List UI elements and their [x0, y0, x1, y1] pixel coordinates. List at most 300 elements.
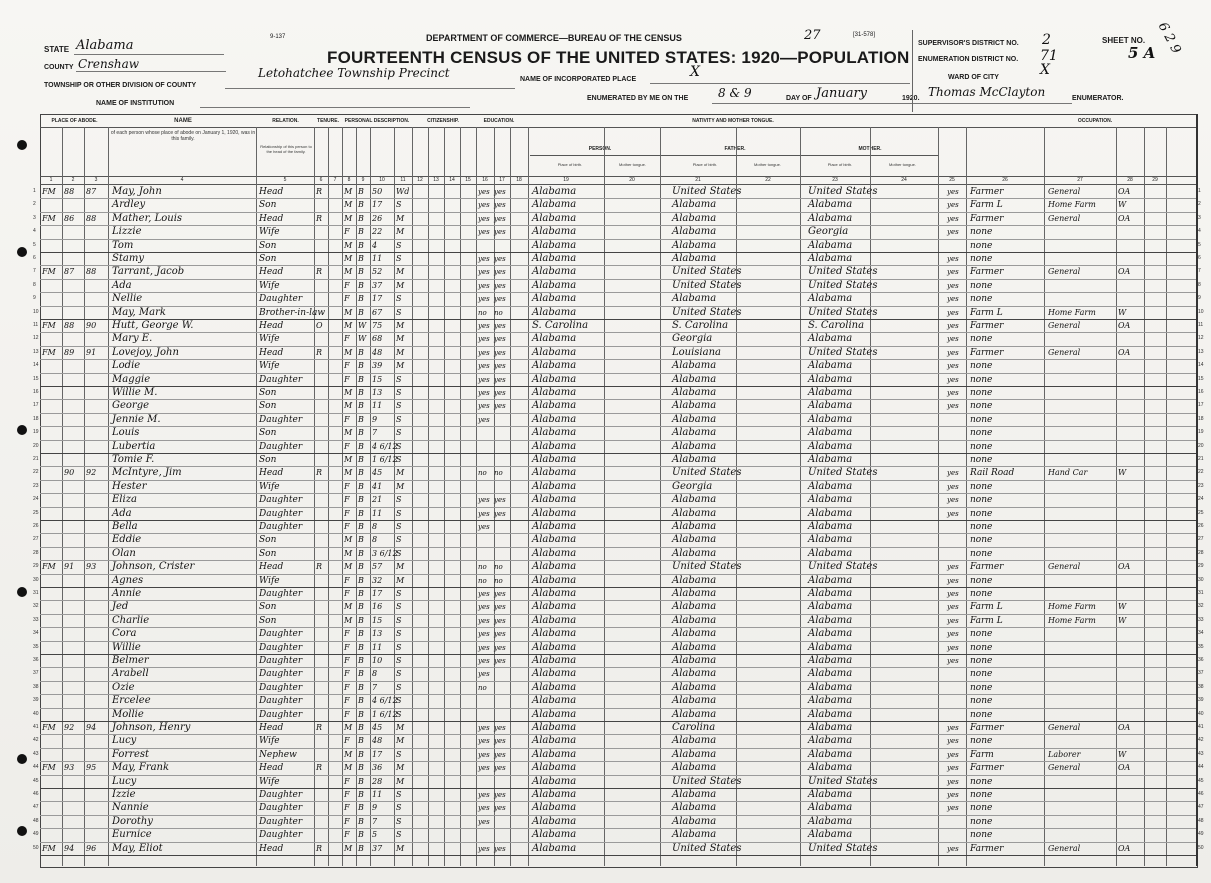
- cell-ms: M: [396, 481, 405, 491]
- cell-name: Tarrant, Jacob: [112, 266, 185, 278]
- cell-mother-birth: Alabama: [808, 681, 853, 693]
- cell-mother-birth: United States: [808, 186, 878, 197]
- line-number-right: 25: [1198, 509, 1204, 516]
- cell-write: yes: [494, 362, 506, 371]
- cell-f: 90: [86, 321, 97, 330]
- table-row: [0, 266, 1201, 278]
- cell-name: Jed: [112, 601, 129, 613]
- cell-eng: yes: [947, 764, 959, 773]
- cell-birth: Alabama: [532, 588, 577, 599]
- cell-birth: Alabama: [532, 293, 577, 305]
- cell-race: B: [358, 575, 364, 585]
- line-number: 31: [33, 590, 39, 596]
- cell-read: yes: [478, 201, 490, 210]
- column-number: 20: [629, 177, 635, 183]
- line-number-right: 38: [1198, 683, 1204, 690]
- cell-race: B: [358, 696, 364, 706]
- cell-rel: Nephew: [259, 749, 297, 760]
- cell-own: R: [316, 267, 323, 277]
- punch-hole: [17, 247, 27, 257]
- cell-eng: yes: [947, 375, 959, 384]
- group-mother: MOTHER.: [858, 146, 882, 152]
- cell-ms: S: [396, 656, 402, 665]
- cell-write: yes: [494, 322, 506, 330]
- cell-sex: F: [344, 709, 350, 719]
- line-number: 46: [33, 791, 39, 797]
- cell-ms: M: [396, 227, 405, 237]
- cell-race: B: [358, 803, 364, 813]
- cell-rel: Daughter: [259, 508, 303, 519]
- line-number: 12: [33, 335, 39, 342]
- cell-d: [64, 789, 84, 801]
- cell-mother-birth: Alabama: [808, 762, 853, 774]
- cell-read: yes: [478, 817, 490, 826]
- cell-cls: W: [1118, 602, 1127, 612]
- table-row: [0, 628, 1204, 640]
- line-number-right: 13: [1198, 348, 1204, 355]
- cell-name: Bella: [112, 521, 138, 532]
- cell-birth: Alabama: [532, 628, 577, 640]
- cell-birth: Alabama: [532, 789, 577, 800]
- cell-dwelling: FM: [42, 723, 56, 732]
- cell-trade: none: [970, 803, 993, 814]
- cell-f: [86, 615, 108, 627]
- cell-birth: Alabama: [532, 695, 577, 707]
- cell-d: [64, 414, 84, 426]
- cell-father-birth: Alabama: [672, 748, 717, 760]
- cell-read: no: [478, 683, 487, 692]
- cell-sex: M: [344, 388, 353, 397]
- table-row: [0, 534, 1204, 546]
- cell-dwelling: FM: [42, 321, 56, 330]
- cell-sex: M: [344, 562, 353, 572]
- cell-industry: General: [1048, 763, 1081, 773]
- cell-father-birth: S. Carolina: [672, 320, 729, 331]
- cell-own: [316, 253, 328, 265]
- cell-cls: [1118, 668, 1142, 680]
- cell-d: [64, 521, 84, 533]
- cell-own: R: [316, 213, 323, 223]
- cell-race: B: [358, 522, 364, 531]
- cell-race: B: [358, 455, 364, 464]
- cell-ms: M: [396, 776, 405, 786]
- cell-d: [64, 668, 84, 680]
- cell-dwelling: FM: [42, 843, 56, 853]
- line-number-right: 10: [1198, 308, 1204, 315]
- cell-read: yes: [478, 335, 490, 344]
- cell-cls: [1118, 628, 1142, 640]
- cell-f: [86, 735, 108, 747]
- table-row: [0, 668, 1204, 680]
- cell-name: Johnson, Henry: [112, 722, 191, 733]
- cell-f: 87: [86, 187, 97, 196]
- cell-d: [64, 575, 84, 587]
- cell-eng: [947, 816, 967, 828]
- cell-cls: [1118, 682, 1142, 694]
- cell-race: B: [358, 200, 364, 210]
- cell-own: [316, 494, 328, 506]
- cell-trade: Farmer: [970, 213, 1004, 224]
- cell-f: 96: [86, 843, 97, 853]
- line-number-right: 22: [1198, 469, 1204, 476]
- cell-age: 28: [372, 776, 383, 786]
- cell-rel: Daughter: [259, 642, 303, 653]
- cell-race: B: [358, 843, 364, 853]
- cell-mother-birth: S. Carolina: [808, 320, 865, 331]
- cell-d: [64, 226, 84, 238]
- cell-name: Izzie: [112, 789, 136, 800]
- cell-ms: S: [396, 589, 402, 598]
- cell-sex: F: [344, 414, 350, 424]
- line-number-right: 34: [1198, 630, 1204, 637]
- line-number-right: 37: [1198, 670, 1204, 677]
- cell-rel: Son: [259, 455, 277, 465]
- line-number: 48: [33, 817, 39, 824]
- line-number-right: 27: [1198, 536, 1204, 543]
- cell-birth: Alabama: [532, 212, 577, 224]
- cell-father-birth: United States: [672, 561, 742, 573]
- table-row: [0, 601, 1204, 613]
- table-row: [0, 722, 1204, 734]
- cell-write: [494, 682, 508, 694]
- cell-race: B: [358, 656, 364, 665]
- cell-industry: [1048, 816, 1114, 828]
- group-personal-description: PERSONAL DESCRIPTION.: [344, 118, 410, 124]
- cell-birth: Alabama: [532, 413, 577, 425]
- cell-industry: [1048, 668, 1114, 680]
- cell-dwelling: [42, 454, 62, 466]
- table-row: [0, 507, 1204, 520]
- cell-trade: Farmer: [970, 321, 1004, 331]
- cell-rel: Daughter: [259, 495, 303, 506]
- column-number: 3: [94, 177, 98, 183]
- cell-race: B: [358, 615, 364, 625]
- cell-own: [316, 374, 328, 386]
- column-number: 15: [465, 177, 471, 183]
- cell-name: Ercelee: [112, 695, 151, 707]
- cell-name: Tom: [112, 239, 134, 251]
- cell-sex: F: [344, 776, 350, 786]
- table-row: [0, 387, 1204, 399]
- cell-read: yes: [478, 791, 490, 799]
- cell-d: [64, 655, 84, 667]
- cell-industry: General: [1048, 213, 1081, 223]
- cell-sex: M: [344, 843, 353, 853]
- cell-rel: Head: [259, 468, 284, 479]
- cell-rel: Daughter: [259, 656, 303, 666]
- cell-ms: S: [396, 428, 402, 438]
- cell-mother-birth: Alabama: [808, 628, 853, 640]
- cell-dwelling: [42, 481, 62, 493]
- line-number-right: 36: [1198, 657, 1204, 663]
- cell-mother-birth: Alabama: [808, 722, 853, 733]
- cell-mother-birth: Alabama: [808, 802, 853, 814]
- cell-dwelling: FM: [42, 213, 56, 223]
- cell-f: [86, 374, 108, 386]
- cell-f: [86, 481, 108, 493]
- cell-ms: S: [396, 240, 402, 250]
- cell-name: Ozie: [112, 681, 135, 693]
- cell-industry: General: [1048, 347, 1081, 357]
- cell-cls: [1118, 789, 1142, 801]
- cell-birth: Alabama: [532, 574, 577, 586]
- cell-rel: Head: [259, 321, 284, 331]
- cell-father-birth: Alabama: [672, 239, 717, 251]
- cell-trade: none: [970, 388, 993, 398]
- cell-industry: [1048, 454, 1114, 466]
- cell-own: [316, 548, 328, 560]
- column-number: 1: [49, 177, 53, 183]
- cell-sex: F: [344, 816, 350, 826]
- cell-rel: Head: [259, 347, 284, 358]
- cell-write: yes: [494, 791, 506, 799]
- cell-read: [478, 695, 492, 707]
- cell-eng: yes: [947, 335, 959, 344]
- cell-father-birth: Alabama: [672, 199, 717, 211]
- cell-d: [64, 749, 84, 761]
- cell-race: B: [358, 240, 364, 250]
- cell-name: May, Eliot: [112, 842, 163, 854]
- cell-industry: [1048, 642, 1114, 654]
- cell-industry: [1048, 414, 1114, 426]
- cell-eng: [947, 709, 967, 721]
- cell-birth: Alabama: [532, 186, 577, 197]
- cell-race: B: [358, 790, 364, 799]
- cell-birth: Alabama: [532, 561, 577, 573]
- cell-industry: [1048, 400, 1114, 412]
- cell-ms: M: [396, 280, 405, 290]
- cell-cls: OA: [1118, 321, 1131, 330]
- cell-ms: M: [396, 763, 405, 773]
- cell-name: Forrest: [112, 748, 150, 760]
- line-number: 44: [33, 764, 39, 771]
- cell-rel: Head: [259, 213, 284, 224]
- column-number: 9: [361, 177, 365, 183]
- cell-father-birth: United States: [672, 842, 742, 854]
- township-value: Letohatchee Township Precinct: [258, 66, 450, 80]
- cell-read: yes: [478, 509, 490, 518]
- column-number: 4: [180, 177, 184, 183]
- ward-value: X: [1040, 62, 1050, 78]
- line-number-right: 20: [1198, 442, 1204, 449]
- cell-d: [64, 494, 84, 506]
- cell-d: 94: [64, 843, 75, 853]
- cell-father-birth: Alabama: [672, 628, 717, 640]
- line-number-right: 7: [1198, 268, 1201, 275]
- cell-cls: [1118, 709, 1142, 721]
- group-relation: RELATION.: [272, 118, 299, 124]
- column-number: 27: [1077, 177, 1083, 183]
- cell-f: [86, 333, 108, 345]
- cell-cls: OA: [1118, 843, 1131, 853]
- punch-hole: [17, 826, 27, 836]
- cell-mother-birth: Alabama: [808, 695, 853, 707]
- line-number-right: 31: [1198, 590, 1204, 596]
- cell-f: [86, 253, 108, 265]
- cell-f: [86, 709, 108, 721]
- cell-read: yes: [478, 590, 490, 598]
- cell-read: yes: [478, 670, 490, 679]
- cell-own: [316, 307, 328, 319]
- cell-dwelling: [42, 441, 62, 453]
- cell-read: yes: [478, 804, 490, 813]
- cell-industry: [1048, 387, 1114, 399]
- cell-d: [64, 802, 84, 814]
- cell-read: yes: [478, 724, 490, 732]
- cell-age: 17: [372, 294, 383, 304]
- cell-age: 32: [372, 575, 383, 585]
- cell-sex: M: [344, 187, 353, 196]
- cell-cls: [1118, 441, 1142, 453]
- cell-father-birth: Alabama: [672, 668, 717, 680]
- cell-trade: Farm L: [970, 615, 1003, 626]
- cell-f: [86, 534, 108, 546]
- cell-race: B: [358, 723, 364, 732]
- cell-write: yes: [494, 188, 506, 196]
- cell-dwelling: [42, 655, 62, 667]
- cell-f: 92: [86, 468, 97, 478]
- cell-own: [316, 655, 328, 667]
- cell-mother-birth: United States: [808, 775, 878, 787]
- cell-d: [64, 695, 84, 707]
- cell-birth: Alabama: [532, 266, 577, 278]
- cell-dwelling: [42, 682, 62, 694]
- cell-birth: Alabama: [532, 440, 577, 452]
- cell-rel: Head: [259, 267, 284, 278]
- cell-age: 4: [372, 240, 378, 250]
- cell-trade: none: [970, 374, 993, 385]
- cell-industry: [1048, 427, 1114, 439]
- cell-age: 16: [372, 602, 383, 612]
- cell-own: [316, 427, 328, 439]
- cell-father-birth: Alabama: [672, 360, 717, 372]
- line-number-right: 35: [1198, 643, 1204, 650]
- enumeration-district-label: ENUMERATION DISTRICT NO.: [918, 56, 1019, 63]
- cell-father-birth: Alabama: [672, 400, 717, 412]
- line-number: 40: [33, 710, 39, 717]
- cell-mother-birth: United States: [808, 467, 878, 479]
- line-number: 1: [33, 188, 36, 194]
- cell-ms: S: [396, 696, 402, 706]
- cell-race: B: [358, 227, 364, 237]
- cell-father-birth: Alabama: [672, 253, 717, 264]
- cell-d: 89: [64, 347, 75, 357]
- table-row: [0, 735, 1204, 747]
- cell-mother-birth: Alabama: [808, 668, 853, 680]
- cell-f: [86, 601, 108, 613]
- cell-industry: [1048, 494, 1114, 506]
- cell-sex: M: [344, 267, 353, 277]
- cell-eng: yes: [947, 482, 959, 491]
- cell-d: [64, 400, 84, 412]
- cell-rel: Son: [259, 401, 277, 412]
- cell-trade: none: [970, 455, 993, 465]
- cell-age: 11: [372, 508, 383, 518]
- cell-industry: [1048, 588, 1114, 600]
- cell-eng: yes: [947, 308, 959, 317]
- cell-race: B: [358, 642, 364, 652]
- cell-cls: [1118, 293, 1142, 305]
- cell-dwelling: [42, 588, 62, 600]
- cell-dwelling: [42, 548, 62, 560]
- cell-father-birth: United States: [672, 186, 742, 197]
- cell-f: [86, 548, 108, 560]
- cell-eng: yes: [947, 737, 959, 746]
- cell-rel: Daughter: [259, 790, 303, 800]
- cell-race: B: [358, 187, 364, 196]
- cell-own: [316, 601, 328, 613]
- cell-father-birth: Georgia: [672, 333, 713, 345]
- cell-age: 75: [372, 321, 383, 330]
- cell-eng: [947, 427, 967, 439]
- cell-age: 13: [372, 388, 383, 397]
- cell-read: yes: [478, 415, 490, 424]
- cell-industry: [1048, 695, 1114, 707]
- cell-eng: [947, 441, 967, 453]
- cell-write: yes: [494, 804, 506, 813]
- cell-d: [64, 387, 84, 399]
- cell-eng: yes: [947, 201, 959, 210]
- cell-industry: [1048, 829, 1114, 841]
- group-citizenship: CITIZENSHIP.: [427, 118, 459, 124]
- cell-industry: [1048, 575, 1114, 587]
- cell-mother-birth: Alabama: [808, 815, 853, 827]
- cell-eng: [947, 240, 967, 252]
- line-number-right: 23: [1198, 482, 1204, 489]
- cell-birth: Alabama: [532, 253, 577, 264]
- cell-dwelling: [42, 280, 62, 292]
- enumeration-district-value: 71: [1040, 48, 1058, 64]
- line-number: 42: [33, 737, 39, 744]
- cell-mother-birth: Alabama: [808, 212, 853, 224]
- cell-ms: M: [396, 723, 405, 732]
- cell-father-birth: Alabama: [672, 413, 717, 425]
- cell-cls: [1118, 481, 1142, 493]
- cell-mother-birth: Alabama: [808, 373, 853, 385]
- cell-cls: [1118, 588, 1142, 600]
- line-number: 28: [33, 549, 39, 556]
- cell-own: R: [316, 187, 323, 196]
- cell-sex: M: [344, 401, 353, 411]
- cell-ms: S: [396, 629, 402, 639]
- line-number-right: 18: [1198, 415, 1204, 422]
- cell-ms: S: [396, 307, 402, 317]
- cell-cls: [1118, 575, 1142, 587]
- cell-cls: [1118, 534, 1142, 546]
- cell-age: 17: [372, 589, 383, 598]
- cell-read: yes: [478, 402, 490, 411]
- cell-cls: [1118, 508, 1142, 520]
- cell-trade: Farmer: [970, 723, 1004, 733]
- cell-name: Mary E.: [112, 333, 153, 345]
- line-number: 45: [33, 777, 39, 784]
- column-number: 26: [1002, 177, 1008, 183]
- cell-race: B: [358, 736, 364, 746]
- table-row: [0, 293, 1201, 305]
- cell-cls: [1118, 494, 1142, 506]
- cell-eng: yes: [947, 496, 959, 505]
- line-number: 10: [33, 308, 39, 315]
- cell-rel: Wife: [259, 481, 280, 492]
- cell-f: [86, 293, 108, 305]
- cell-mother-birth: Alabama: [808, 333, 853, 345]
- cell-birth: Alabama: [532, 748, 577, 760]
- cell-rel: Wife: [259, 334, 280, 345]
- line-number: 2: [33, 201, 36, 208]
- cell-trade: none: [970, 548, 993, 559]
- cell-dwelling: [42, 615, 62, 627]
- cell-d: [64, 199, 84, 211]
